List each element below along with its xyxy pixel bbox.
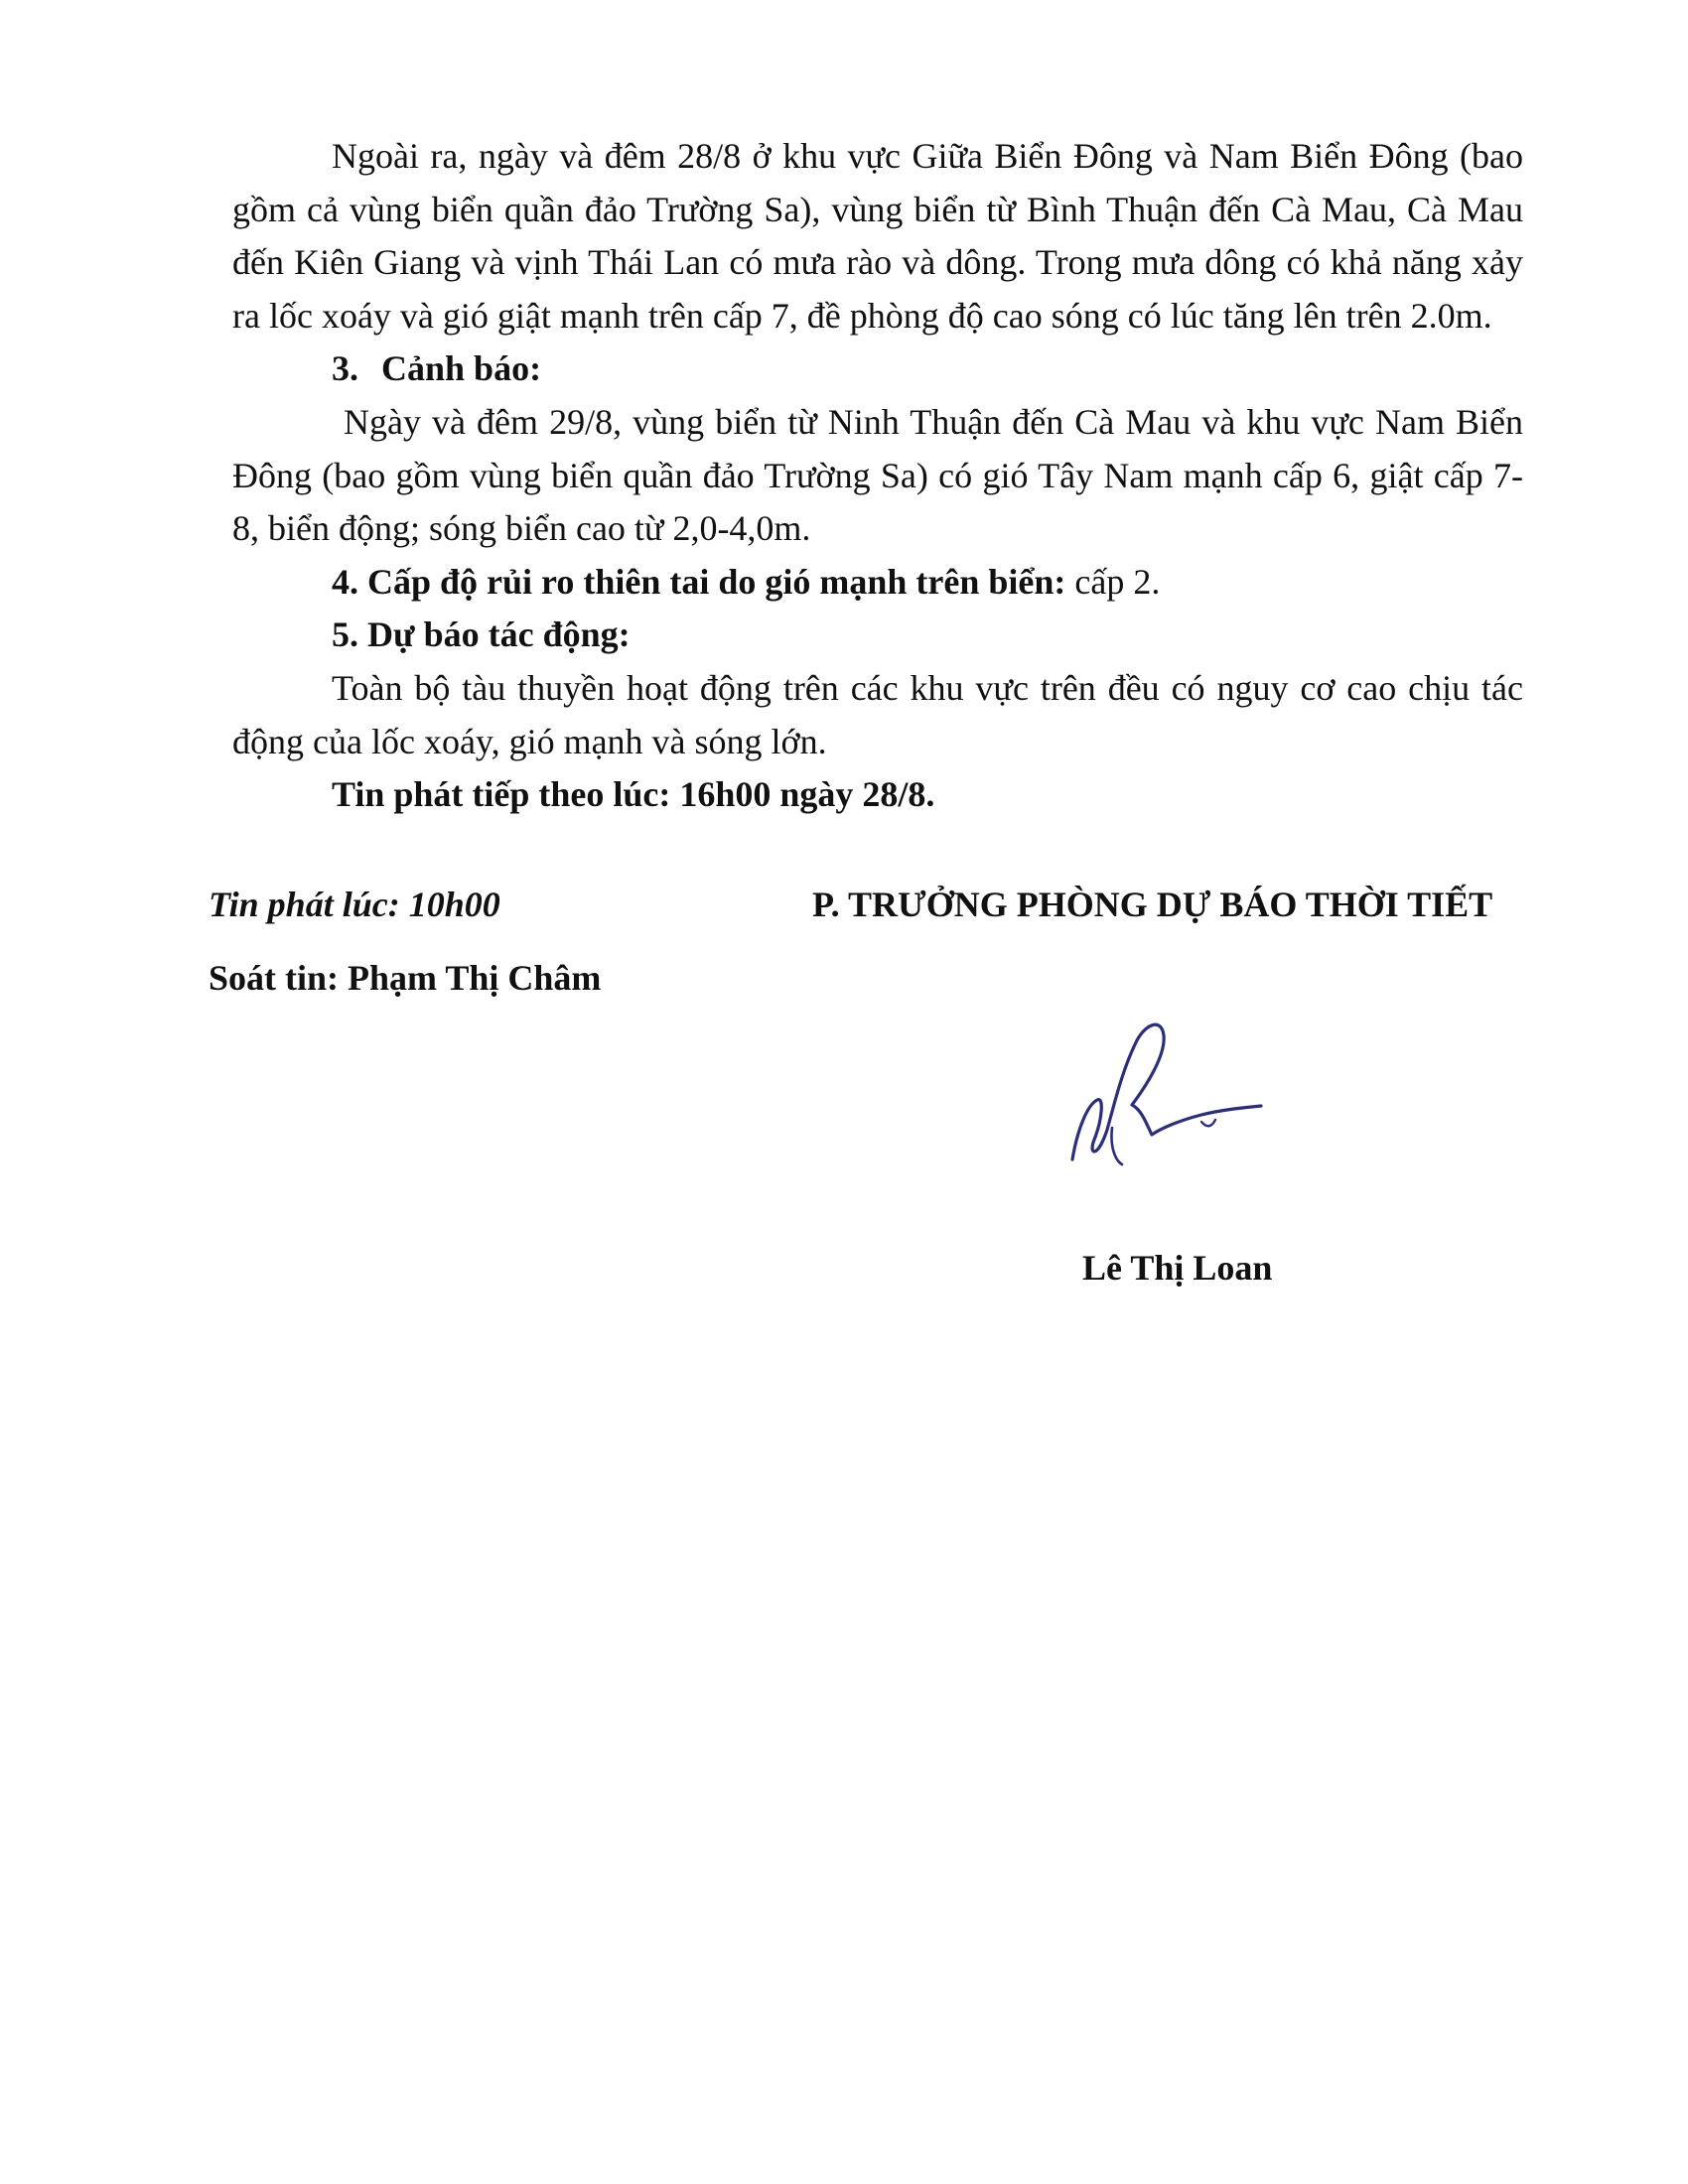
next-bulletin-line: Tin phát tiếp theo lúc: 16h00 ngày 28/8.	[332, 774, 935, 815]
checked-by: Soát tin: Phạm Thị Châm	[209, 958, 602, 998]
risk-level-label: 4. Cấp độ rủi ro thiên tai do gió mạnh trên biển:	[332, 561, 1066, 602]
intro-paragraph: Ngoài ra, ngày và đêm 28/8 ở khu vực Giữa Biển Đông và Nam Biển Đông (bao gồm cả vùng biển quần đảo Trường Sa), vùng biển từ Bình Thuận đến Cà Mau, Cà Mau đến Kiên Giang và vịnh Thái Lan có mưa rào và dông. Trong mưa dông có khả năng xảy ra lốc xoáy và gió giật mạnh trên cấp 7, đề phòng độ cao sóng có lúc tăng lên trên 2.0m.	[232, 136, 1523, 336]
warning-heading-number: 3.	[332, 348, 358, 389]
issued-time: Tin phát lúc: 10h00	[209, 885, 500, 924]
impact-paragraph: Toàn bộ tàu thuyền hoạt động trên các khu vực trên đều có nguy cơ cao chịu tác động của lốc xoáy, gió mạnh và sóng lớn.	[232, 667, 1523, 761]
signer-title: P. TRƯỞNG PHÒNG DỰ BÁO THỜI TIẾT	[812, 885, 1493, 924]
warning-paragraph: Ngày và đêm 29/8, vùng biển từ Ninh Thuận đến Cà Mau và khu vực Nam Biển Đông (bao gồm vùng biển quần đảo Trường Sa) có gió Tây Nam mạnh cấp 6, giật cấp 7-8, biển động; sóng biển cao từ 2,0-4,0m.	[232, 401, 1523, 549]
warning-heading-label: Cảnh báo:	[381, 348, 542, 389]
signer-name: Lê Thị Loan	[1082, 1248, 1273, 1288]
warning-heading	[232, 342, 1523, 396]
handwritten-signature	[1053, 1011, 1291, 1199]
risk-level-value: cấp 2.	[1065, 561, 1161, 602]
bulletin-body	[232, 130, 1523, 822]
risk-level-line	[232, 556, 1523, 610]
impact-heading: 5. Dự báo tác động:	[332, 614, 631, 655]
